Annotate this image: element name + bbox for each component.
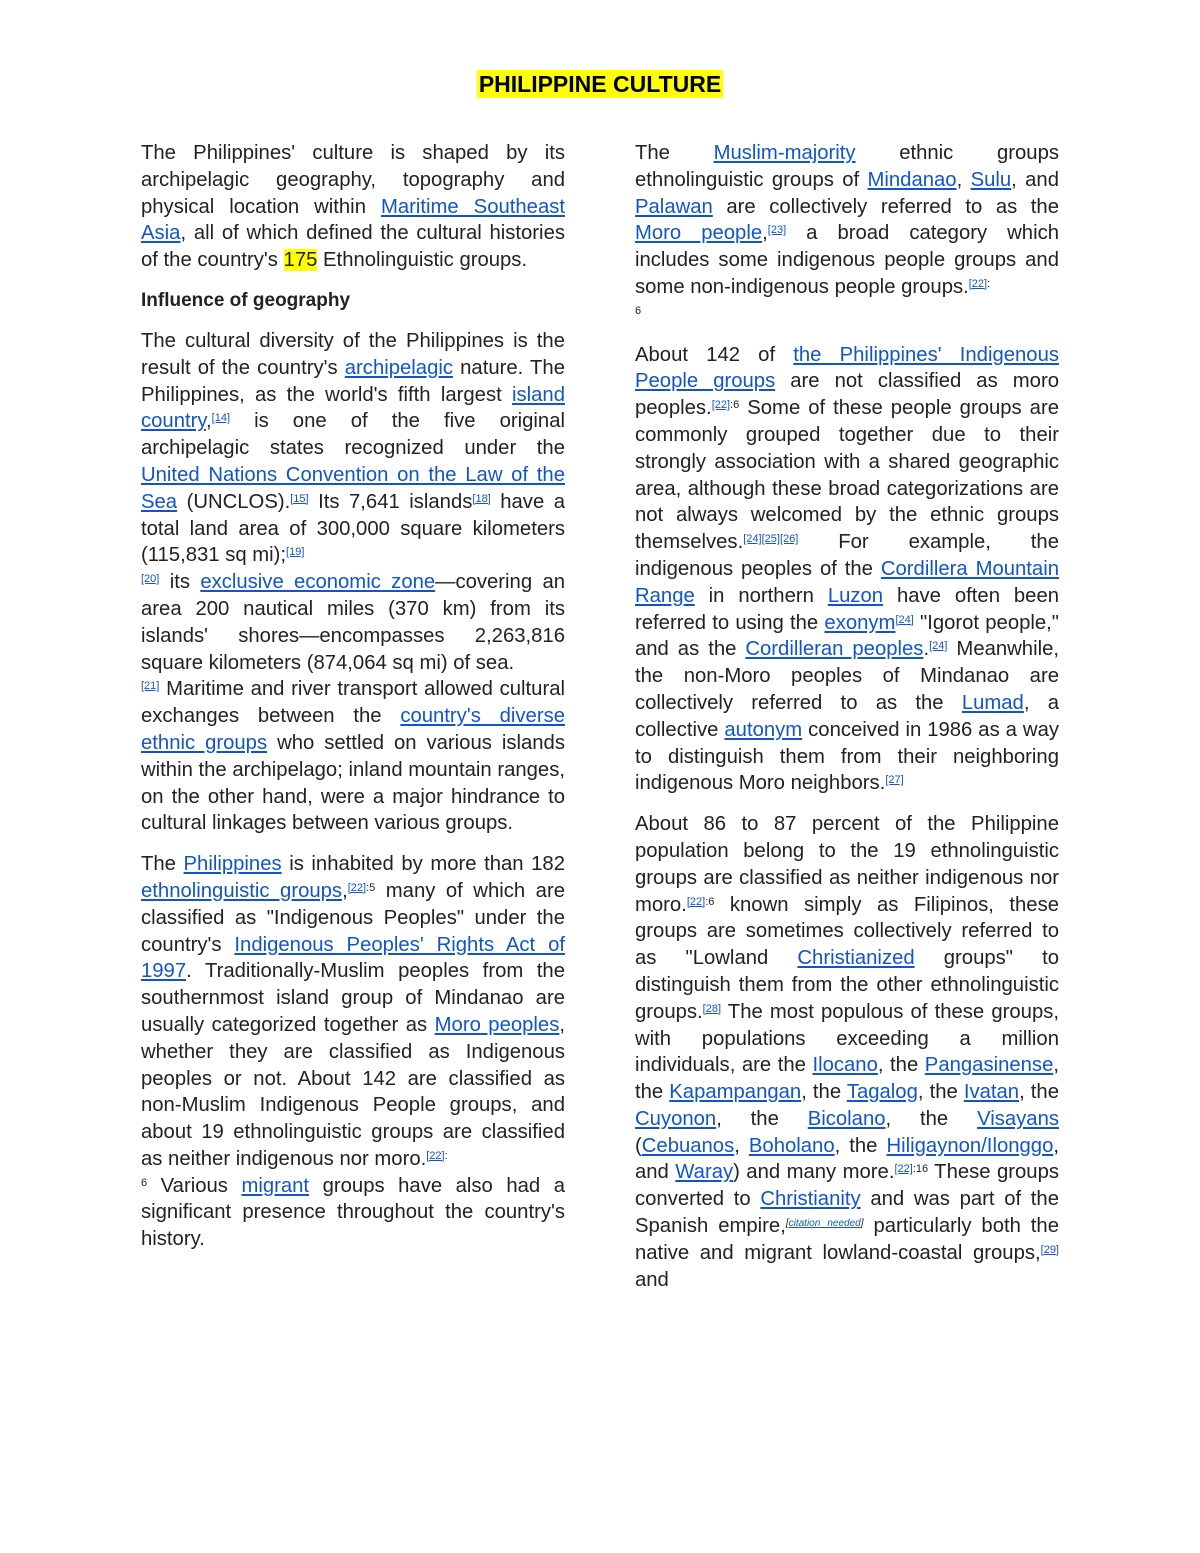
moro-paragraph — [635, 140, 1059, 328]
intro-paragraph — [141, 140, 565, 274]
text-run: have often been referred to using the — [635, 584, 1059, 634]
text-run: The Philippines' culture is shaped by its archipelagic geography, topography and physical location within — [141, 142, 565, 218]
link-migrant[interactable]: migrant — [241, 1174, 310, 1197]
link-philippines[interactable]: Philippines — [183, 853, 282, 876]
reference-14[interactable] — [212, 412, 230, 424]
right-column — [635, 140, 1059, 1307]
reference-22[interactable] — [712, 399, 730, 411]
reference-link[interactable]: [29] — [1040, 1243, 1059, 1256]
reference-link[interactable]: [24] — [895, 613, 914, 626]
left-column — [141, 140, 565, 1267]
reference-link[interactable]: [19] — [286, 546, 305, 559]
text-run: —covering an area 200 nautical miles (370 km) from its islands' shores—encompasses 2,263,816 square kilometers (874,064 sq mi) of sea. — [141, 571, 565, 674]
bracket: [ — [785, 1218, 789, 1230]
reference-24[interactable] — [895, 614, 913, 626]
text-run: The cultural diversity of the Philippines is the result of the country's — [141, 329, 565, 379]
link-exonym[interactable]: exonym — [824, 611, 896, 634]
text-run: , the — [801, 1081, 847, 1104]
link-mindanao[interactable]: Mindanao — [867, 168, 957, 191]
text-run: nature. The Philippines, as the world's fifth largest — [141, 356, 565, 406]
text-run: are not classified as moro peoples. — [635, 370, 1059, 420]
text-run: , — [342, 879, 348, 902]
text-run: its — [159, 571, 201, 594]
reference-link[interactable]: [22] — [426, 1149, 445, 1162]
reference-link[interactable]: [22] — [711, 399, 731, 412]
text-run: groups" to distinguish them from the other ethnolinguistic groups. — [635, 947, 1059, 1023]
page-number: : — [444, 1149, 448, 1162]
text-run: , the — [877, 1054, 925, 1077]
text-run: , the — [635, 1054, 1059, 1104]
text-run: ( — [635, 1134, 642, 1157]
text-run: , all of which defined the cultural histories of the country's — [141, 222, 565, 272]
link-cebuanos[interactable]: Cebuanos — [641, 1134, 735, 1157]
link-kapampangan[interactable]: Kapampangan — [669, 1081, 802, 1104]
reference-24[interactable] — [929, 640, 947, 652]
text-run: , and — [635, 1134, 1059, 1184]
reference-link[interactable]: [15] — [290, 492, 309, 505]
link-ipra-1997[interactable]: Indigenous Peoples' Rights Act of 1997 — [141, 933, 565, 983]
text-run: , the — [834, 1134, 887, 1157]
text-run: is inhabited by more than 182 — [281, 853, 565, 876]
text-run: , and — [1011, 168, 1059, 191]
citation-needed[interactable] — [786, 1218, 864, 1229]
reference-26[interactable] — [780, 533, 798, 545]
reference-link[interactable]: [20] — [141, 573, 160, 586]
text-run: These groups converted to — [635, 1161, 1059, 1211]
link-lumad[interactable]: Lumad — [961, 691, 1024, 714]
text-run: Its 7,641 islands — [308, 490, 473, 513]
text-run: many of which are classified as "Indigenous Peoples" under the country's — [141, 879, 565, 956]
link-waray[interactable]: Waray — [675, 1161, 734, 1184]
text-run: For example, the indigenous peoples of the — [635, 531, 1059, 580]
text-run: are collectively referred to as the — [712, 195, 1059, 218]
text-run: , a collective — [635, 691, 1059, 741]
reference-link[interactable]: [24] — [929, 640, 948, 653]
page-title: PHILIPPINE CULTURE — [478, 71, 722, 97]
reference-28[interactable] — [703, 1003, 721, 1015]
link-cordillera-mountain-range[interactable]: Cordillera Mountain Range — [635, 557, 1059, 607]
reference-22[interactable] — [348, 882, 366, 894]
reference-23[interactable] — [768, 224, 786, 236]
page-number: :16 — [912, 1163, 929, 1176]
text-run: who settled on various islands within the archipelago; inland mountain ranges, on the other hand, were a major hindrance to cultural linkages between various groups. — [141, 731, 565, 835]
text-run: Meanwhile, the non-Moro peoples of Mindanao are collectively referred to as the — [635, 638, 1060, 714]
text-run: , the — [1019, 1081, 1059, 1104]
reference-link[interactable]: [22] — [894, 1163, 913, 1176]
reference-link[interactable]: [26] — [779, 533, 799, 546]
reference-22[interactable] — [687, 896, 705, 908]
link-ivatan[interactable]: Ivatan — [963, 1081, 1020, 1104]
link-muslim-majority[interactable]: Muslim-majority — [713, 142, 856, 164]
link-boholano[interactable]: Boholano — [748, 1134, 835, 1157]
reference-link[interactable]: [24] — [743, 533, 762, 546]
text-run: known simply as Filipinos, these groups are sometimes collectively referred to as "Lowland — [635, 893, 1059, 970]
text-run: conceived in 1986 as a way to distinguish them from their neighboring indigenous Moro neighbors. — [635, 718, 1059, 795]
section-heading-geography: Influence of geography — [141, 289, 351, 311]
link-cordilleran-peoples[interactable]: Cordilleran peoples — [745, 638, 924, 661]
link-island-country[interactable]: island country — [141, 383, 565, 433]
text-run: Some of these people groups are commonly grouped together due to their strongly association with a shared geographic area, although these broad categorizations are not always welcomed by the ethnic groups themselves. — [635, 397, 1059, 554]
text-run: , the — [917, 1081, 964, 1104]
page-number: 6 — [635, 304, 642, 317]
link-luzon[interactable]: Luzon — [827, 584, 884, 607]
link-indigenous-people-groups[interactable]: the Philippines' Indigenous People groups — [635, 343, 1059, 393]
text-run: ethnic groups ethnolinguistic groups of — [635, 142, 1059, 191]
citation-needed-link[interactable]: citation needed — [788, 1218, 861, 1230]
geography-paragraph — [141, 328, 565, 837]
reference-15[interactable] — [290, 493, 308, 505]
link-christianized[interactable]: Christianized — [797, 947, 915, 970]
lowland-paragraph — [635, 811, 1059, 1293]
reference-link[interactable]: [22] — [968, 277, 988, 290]
link-pangasinense[interactable]: Pangasinense — [924, 1054, 1054, 1077]
text-run: a broad category which includes some indigenous people groups and some non-indigenous people groups. — [635, 222, 1059, 298]
link-hiligaynon-ilonggo[interactable]: Hiligaynon/Ilonggo — [886, 1134, 1054, 1157]
text-run: in northern — [694, 584, 828, 607]
link-exclusive-economic-zone[interactable]: exclusive economic zone — [200, 571, 436, 594]
reference-link[interactable]: [21] — [141, 680, 160, 693]
reference-22[interactable] — [894, 1163, 912, 1175]
text-run: About 142 of — [635, 343, 794, 366]
ethnolinguistic-paragraph — [141, 851, 565, 1253]
text-run: The — [635, 142, 714, 164]
reference-link[interactable]: [27] — [885, 774, 904, 787]
text-run: and — [635, 1268, 669, 1291]
text-run: , — [206, 410, 212, 433]
reference-25[interactable] — [762, 533, 780, 545]
link-moro-peoples[interactable]: Moro peoples — [434, 1013, 560, 1036]
reference-link[interactable]: [23] — [767, 224, 787, 237]
reference-link[interactable]: [22] — [686, 895, 706, 908]
link-sulu[interactable]: Sulu — [970, 168, 1012, 191]
text-run: particularly both the native and migrant lowland-coastal groups, — [635, 1215, 1059, 1264]
reference-24[interactable] — [743, 533, 761, 545]
link-maritime-southeast-asia[interactable]: Maritime Southeast Asia — [141, 195, 566, 245]
highlight-175: 175 — [283, 249, 318, 272]
link-ethnolinguistic-groups[interactable]: ethnolinguistic groups — [141, 879, 343, 902]
text-run: , whether they are classified as Indigenous peoples or not. About 142 are classified as non-Muslim Indigenous People groups, and about 19 ethnolinguistic groups are classified as neither indigenous nor moro. — [141, 1013, 565, 1170]
text-run: groups have also had a significant presence throughout the country's history. — [141, 1174, 565, 1251]
page-number: :6 — [705, 895, 715, 908]
reference-link[interactable]: [25] — [761, 533, 780, 546]
text-run: The — [141, 853, 184, 876]
text-run: ) and many more. — [733, 1161, 895, 1184]
link-tagalog[interactable]: Tagalog — [846, 1081, 918, 1104]
page-number: 6 — [141, 1176, 148, 1189]
page-number: :6 — [730, 399, 740, 412]
text-run: , the — [716, 1107, 808, 1130]
reference-27[interactable] — [885, 774, 903, 786]
indigenous-paragraph — [635, 342, 1059, 798]
text-run: and was part of the Spanish empire, — [635, 1188, 1059, 1238]
reference-link[interactable]: [22] — [347, 881, 367, 894]
text-run: About 86 to 87 percent of the Philippine population belong to the 19 ethnolinguistic groups are classified as neither indigenous nor moro. — [635, 813, 1059, 916]
reference-link[interactable]: [14] — [211, 412, 231, 425]
reference-20[interactable] — [141, 573, 159, 585]
reference-22[interactable] — [426, 1150, 444, 1162]
link-cuyonon[interactable]: Cuyonon — [635, 1107, 717, 1130]
text-run: , — [734, 1134, 749, 1157]
link-palawan[interactable]: Palawan — [635, 195, 713, 218]
text-run: , — [956, 168, 971, 191]
link-christianity[interactable]: Christianity — [760, 1188, 861, 1211]
link-bicolano[interactable]: Bicolano — [807, 1107, 886, 1130]
link-visayans[interactable]: Visayans — [977, 1107, 1059, 1130]
reference-19[interactable] — [286, 546, 304, 558]
link-archipelagic[interactable]: archipelagic — [344, 356, 453, 379]
reference-21[interactable] — [141, 680, 159, 692]
text-run: , — [762, 222, 768, 245]
text-run: Maritime and river transport allowed cultural exchanges between the — [141, 678, 565, 728]
reference-link[interactable]: [28] — [702, 1002, 722, 1015]
reference-22[interactable] — [969, 278, 987, 290]
bracket: ] — [860, 1218, 864, 1230]
text-run: (UNCLOS). — [177, 490, 291, 513]
reference-29[interactable] — [1041, 1244, 1059, 1256]
link-unclos[interactable]: United Nations Convention on the Law of the Sea — [141, 463, 565, 513]
reference-18[interactable] — [472, 493, 490, 505]
page-number: :5 — [366, 881, 376, 894]
link-ilocano[interactable]: Ilocano — [812, 1054, 878, 1077]
text-run: . Traditionally-Muslim peoples from the southernmost island group of Mindanao are usually categorized together as — [141, 960, 565, 1036]
page-number: : — [987, 277, 991, 290]
text-run: have a total land area of 300,000 square kilometers (115,831 sq mi); — [141, 490, 565, 567]
link-autonym[interactable]: autonym — [724, 718, 803, 741]
link-diverse-ethnic-groups[interactable]: country's diverse ethnic groups — [141, 705, 565, 754]
link-moro-people[interactable]: Moro people — [635, 222, 763, 245]
text-run: "Igorot people," and as the — [635, 611, 1059, 661]
reference-link[interactable]: [18] — [472, 492, 491, 505]
text-run: The most populous of these groups, with populations exceeding a million individuals, are the — [635, 1000, 1059, 1077]
title-wrap — [0, 70, 1200, 98]
text-run: Various — [147, 1174, 242, 1197]
text-run: is one of the five original archipelagic states recognized under the — [141, 410, 565, 460]
text-run: , the — [885, 1107, 978, 1130]
text-run: Ethnolinguistic groups. — [317, 249, 528, 272]
text-run: . — [923, 638, 930, 661]
